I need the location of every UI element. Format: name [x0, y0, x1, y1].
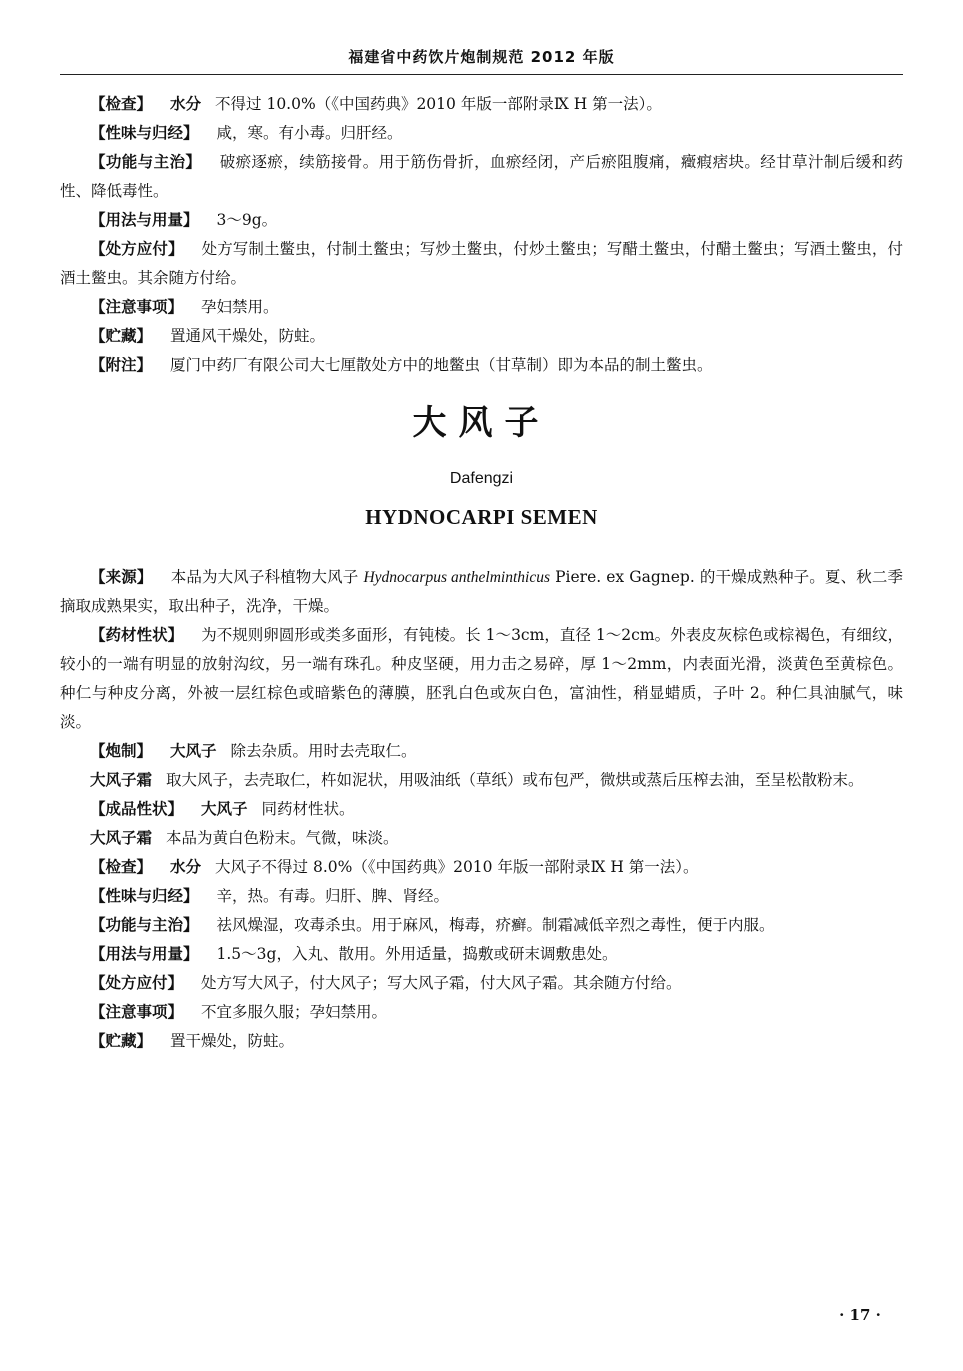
monograph-pinyin: Dafengzi: [449, 470, 514, 487]
entry-text: 厦门中药厂有限公司大七厘散处方中的地鳖虫（甘草制）即为本品的制土鳖虫。: [170, 356, 713, 374]
entry-subheading: 水分: [170, 858, 202, 876]
entry-tag: 【功能与主治】: [90, 153, 202, 171]
entry-paragraph: [60, 795, 903, 824]
entry-text: 辛，热。有毒。归肝、脾、肾经。: [216, 887, 450, 905]
page-number: · 17 ·: [839, 1306, 881, 1324]
entry-paragraph: [60, 766, 903, 795]
entry-text: 不宜多服久服；孕妇禁用。: [201, 1003, 388, 1021]
entry-tag: 【来源】: [90, 568, 153, 586]
entry-text: 不得过 10.0%（《中国药典》2010 年版一部附录Ⅸ H 第一法）。: [215, 95, 662, 113]
entry-paragraph: [60, 969, 903, 998]
entry-tag: 【贮藏】: [90, 327, 153, 345]
entry-tag: 【贮藏】: [90, 1032, 153, 1050]
entry-text: 取大风子，去壳取仁，杵如泥状，用吸油纸（草纸）或布包严，微烘或蒸后压榨去油，至呈松散粉末。: [166, 771, 864, 789]
entry-subheading: 水分: [170, 95, 202, 113]
entry-paragraph: [60, 853, 903, 882]
entry-paragraph: [60, 998, 903, 1027]
entry-text: 置通风干燥处，防蛀。: [170, 327, 326, 345]
entry-tag: 【用法与用量】: [90, 211, 199, 229]
entry-tag: 【附注】: [90, 356, 153, 374]
entry-text: 除去杂质。用时去壳取仁。: [230, 742, 417, 760]
entry-text: 1.5～3g，入丸、散用。外用适量，捣敷或研末调敷患处。: [216, 945, 618, 963]
entry-text: 置干燥处，防蛀。: [170, 1032, 295, 1050]
entry-paragraph: [60, 119, 903, 148]
entry-paragraph: [60, 90, 903, 119]
entry-paragraph: [60, 206, 903, 235]
entry-text: 本品为黄白色粉末。气微，味淡。: [166, 829, 399, 847]
entry-tag: 【处方应付】: [90, 974, 184, 992]
entry-tag: 【检查】: [90, 95, 153, 113]
entry-paragraph: [60, 824, 903, 853]
entry-tag: 【处方应付】: [90, 240, 184, 258]
entry-tag: 【注意事项】: [90, 298, 184, 316]
previous-monograph-tail: [60, 90, 903, 380]
entry-tag: 【药材性状】: [90, 626, 184, 644]
entry-paragraph: [60, 148, 903, 206]
entry-tag: 【性味与归经】: [90, 124, 199, 142]
entry-tag: 【性味与归经】: [90, 887, 199, 905]
entry-subheading: 大风子: [201, 800, 248, 818]
entry-text: 孕妇禁用。: [201, 298, 279, 316]
monograph-latin-name: HYDNOCARPI SEMEN: [365, 505, 598, 529]
entry-subheading: 大风子霜: [90, 771, 153, 789]
entry-subheading: 大风子霜: [90, 829, 153, 847]
entry-tag: 【检查】: [90, 858, 153, 876]
entry-paragraph: [60, 235, 903, 293]
species-name: Hydnocarpus anthelminthicus: [363, 569, 551, 586]
entry-source: [60, 563, 903, 621]
source-text-after: Piere. ex Gagnep. 的干燥成熟种子。夏、秋二季摘取成熟果实，取出种子，洗净，干燥。: [60, 568, 903, 615]
entry-paragraph: [60, 293, 903, 322]
entry-text: 祛风燥湿，攻毒杀虫。用于麻风，梅毒，疥癣。制霜减低辛烈之毒性，便于内服。: [216, 916, 775, 934]
entry-text: 咸，寒。有小毒。归肝经。: [216, 124, 403, 142]
monograph-title: 大风子: [412, 403, 551, 443]
entry-paragraph: [60, 737, 903, 766]
entry-tag: 【注意事项】: [90, 1003, 184, 1021]
entry-paragraph: [60, 1027, 903, 1056]
entry-text: 为不规则卵圆形或类多面形，有钝棱。长 1～3cm，直径 1～2cm。外表皮灰棕色或棕褐色，有细纹，较小的一端有明显的放射沟纹，另一端有珠孔。种皮坚硬，用力击之易碎，厚 1～2mm，内表面光滑，淡黄色至黄棕色。种仁与种皮分离，外被一层红棕色或暗紫色的薄膜，胚乳白色或灰白色，富油性，稍显蜡质，子叶 2。种仁具油腻气，味淡。: [60, 626, 903, 731]
entry-tag: 【成品性状】: [90, 800, 184, 818]
entry-text: 同药材性状。: [261, 800, 355, 818]
entry-paragraph: [60, 940, 903, 969]
entry-paragraph: [60, 882, 903, 911]
entry-tag: 【炮制】: [90, 742, 153, 760]
running-header: 福建省中药饮片炮制规范 2012 年版: [348, 48, 615, 66]
entry-text: 3～9g。: [216, 211, 278, 229]
entry-text: 大风子不得过 8.0%（《中国药典》2010 年版一部附录Ⅸ H 第一法）。: [215, 858, 699, 876]
entry-paragraph: [60, 351, 903, 380]
header-rule: [60, 74, 903, 75]
entry-tag: 【功能与主治】: [90, 916, 199, 934]
entry-paragraph: [60, 322, 903, 351]
entry-text: 处方写大风子，付大风子；写大风子霜，付大风子霜。其余随方付给。: [201, 974, 682, 992]
entry-paragraph: [60, 911, 903, 940]
monograph-body: [60, 563, 903, 1056]
entry-paragraph: [60, 621, 903, 737]
source-text-before: 本品为大风子科植物大风子: [170, 568, 359, 586]
entry-subheading: 大风子: [170, 742, 217, 760]
entry-tag: 【用法与用量】: [90, 945, 199, 963]
entry-text: 处方写制土鳖虫，付制土鳖虫；写炒土鳖虫，付炒土鳖虫；写醋土鳖虫，付醋土鳖虫；写酒土鳖虫，付酒土鳖虫。其余随方付给。: [60, 240, 903, 287]
entry-text: 破瘀逐瘀，续筋接骨。用于筋伤骨折，血瘀经闭，产后瘀阻腹痛，癥瘕痞块。经甘草汁制后缓和药性、降低毒性。: [60, 153, 903, 200]
